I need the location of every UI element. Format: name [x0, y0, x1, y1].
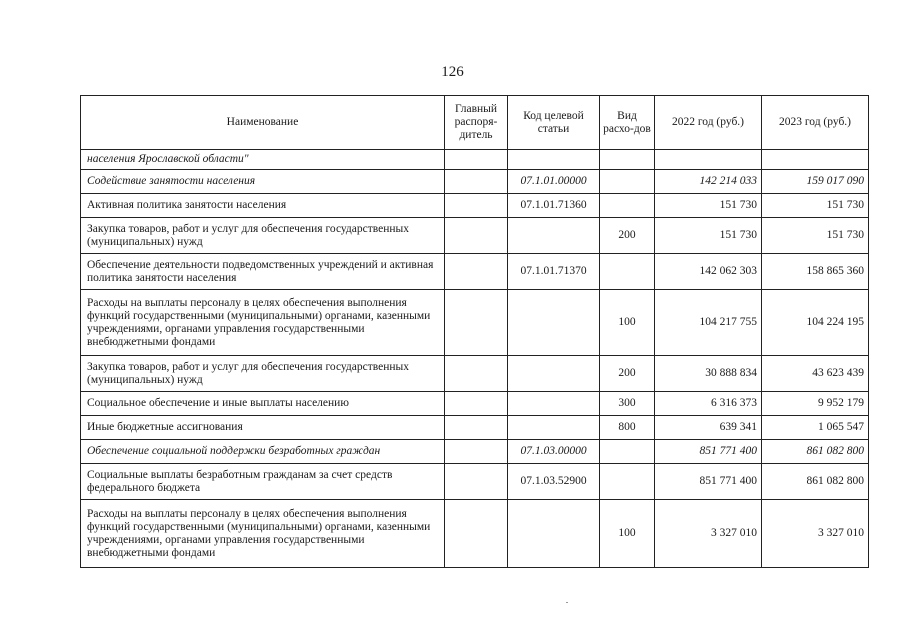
row-name-cell: Закупка товаров, работ и услуг для обеспечения государственных (муниципальных) нужд [81, 356, 445, 392]
header-main-manager: Главный распоря-дитель [445, 96, 508, 150]
row-2022-amount-cell: 151 730 [655, 194, 762, 218]
row-2023-amount-cell: 3 327 010 [762, 500, 869, 568]
row-2022-amount-cell: 639 341 [655, 416, 762, 440]
row-expense-type-cell: 200 [600, 356, 655, 392]
row-target-code-cell [508, 500, 600, 568]
row-2022-amount-cell: 851 771 400 [655, 440, 762, 464]
row-main-manager-cell [445, 194, 508, 218]
row-main-manager-cell [445, 500, 508, 568]
header-expense-type: Вид расхо-дов [600, 96, 655, 150]
row-expense-type-cell [600, 194, 655, 218]
row-main-manager-cell [445, 392, 508, 416]
row-name-cell: Активная политика занятости населения [81, 194, 445, 218]
row-name-cell: Расходы на выплаты персоналу в целях обеспечения выполнения функций государственными (муниципальными) органами, казенными учреждениями, органами управления государственными внебюджетными фондами [81, 290, 445, 356]
budget-table [80, 95, 869, 568]
row-2022-amount-cell: 142 214 033 [655, 170, 762, 194]
row-2023-amount-cell [762, 150, 869, 170]
row-2022-amount-cell [655, 150, 762, 170]
table-row [81, 170, 869, 194]
header-target-code: Код целевой статьи [508, 96, 600, 150]
row-main-manager-cell [445, 290, 508, 356]
row-expense-type-cell [600, 254, 655, 290]
row-2022-amount-cell: 3 327 010 [655, 500, 762, 568]
row-name-cell: Иные бюджетные ассигнования [81, 416, 445, 440]
row-target-code-cell [508, 392, 600, 416]
table-body [81, 150, 869, 568]
row-target-code-cell: 07.1.03.52900 [508, 464, 600, 500]
page-number: 126 [441, 64, 464, 80]
row-2023-amount-cell: 151 730 [762, 218, 869, 254]
header-year-2022: 2022 год (руб.) [655, 96, 762, 150]
table-row [81, 416, 869, 440]
row-name-cell: Закупка товаров, работ и услуг для обеспечения государственных (муниципальных) нужд [81, 218, 445, 254]
row-target-code-cell [508, 218, 600, 254]
row-expense-type-cell: 200 [600, 218, 655, 254]
row-main-manager-cell [445, 464, 508, 500]
table-row [81, 150, 869, 170]
row-2023-amount-cell: 158 865 360 [762, 254, 869, 290]
row-target-code-cell [508, 356, 600, 392]
row-name-cell: Обеспечение социальной поддержки безработных граждан [81, 440, 445, 464]
table-row [81, 500, 869, 568]
table-header-row [81, 96, 869, 150]
row-expense-type-cell: 100 [600, 290, 655, 356]
row-main-manager-cell [445, 254, 508, 290]
row-name-cell: населения Ярославской области" [81, 150, 445, 170]
row-target-code-cell [508, 150, 600, 170]
row-2023-amount-cell: 159 017 090 [762, 170, 869, 194]
row-target-code-cell: 07.1.03.00000 [508, 440, 600, 464]
row-main-manager-cell [445, 356, 508, 392]
table-row [81, 254, 869, 290]
row-target-code-cell [508, 290, 600, 356]
table-row [81, 440, 869, 464]
row-main-manager-cell [445, 170, 508, 194]
row-2023-amount-cell: 1 065 547 [762, 416, 869, 440]
row-main-manager-cell [445, 440, 508, 464]
row-target-code-cell [508, 416, 600, 440]
table-row [81, 464, 869, 500]
row-expense-type-cell [600, 464, 655, 500]
row-2023-amount-cell: 9 952 179 [762, 392, 869, 416]
table-row [81, 290, 869, 356]
row-2022-amount-cell: 142 062 303 [655, 254, 762, 290]
row-2023-amount-cell: 861 082 800 [762, 440, 869, 464]
row-name-cell: Расходы на выплаты персоналу в целях обеспечения выполнения функций государственными (муниципальными) органами, казенными учреждениями, органами управления государственными внебюджетными фондами [81, 500, 445, 568]
row-main-manager-cell [445, 218, 508, 254]
table-row [81, 392, 869, 416]
row-target-code-cell: 07.1.01.00000 [508, 170, 600, 194]
scan-mark [566, 602, 568, 603]
row-expense-type-cell: 100 [600, 500, 655, 568]
row-name-cell: Содействие занятости населения [81, 170, 445, 194]
table-row [81, 356, 869, 392]
row-2023-amount-cell: 104 224 195 [762, 290, 869, 356]
row-target-code-cell: 07.1.01.71370 [508, 254, 600, 290]
row-expense-type-cell: 300 [600, 392, 655, 416]
row-name-cell: Социальное обеспечение и иные выплаты населению [81, 392, 445, 416]
row-2022-amount-cell: 151 730 [655, 218, 762, 254]
row-2023-amount-cell: 861 082 800 [762, 464, 869, 500]
row-2022-amount-cell: 30 888 834 [655, 356, 762, 392]
row-2022-amount-cell: 6 316 373 [655, 392, 762, 416]
row-main-manager-cell [445, 416, 508, 440]
header-name: Наименование [81, 96, 445, 150]
row-2023-amount-cell: 151 730 [762, 194, 869, 218]
row-2022-amount-cell: 104 217 755 [655, 290, 762, 356]
row-expense-type-cell [600, 170, 655, 194]
row-main-manager-cell [445, 150, 508, 170]
row-2023-amount-cell: 43 623 439 [762, 356, 869, 392]
row-expense-type-cell [600, 150, 655, 170]
row-target-code-cell: 07.1.01.71360 [508, 194, 600, 218]
header-year-2023: 2023 год (руб.) [762, 96, 869, 150]
row-2022-amount-cell: 851 771 400 [655, 464, 762, 500]
row-name-cell: Обеспечение деятельности подведомственных учреждений и активная политика занятости населения [81, 254, 445, 290]
row-expense-type-cell [600, 440, 655, 464]
row-name-cell: Социальные выплаты безработным гражданам за счет средств федерального бюджета [81, 464, 445, 500]
table-row [81, 194, 869, 218]
row-expense-type-cell: 800 [600, 416, 655, 440]
table-row [81, 218, 869, 254]
